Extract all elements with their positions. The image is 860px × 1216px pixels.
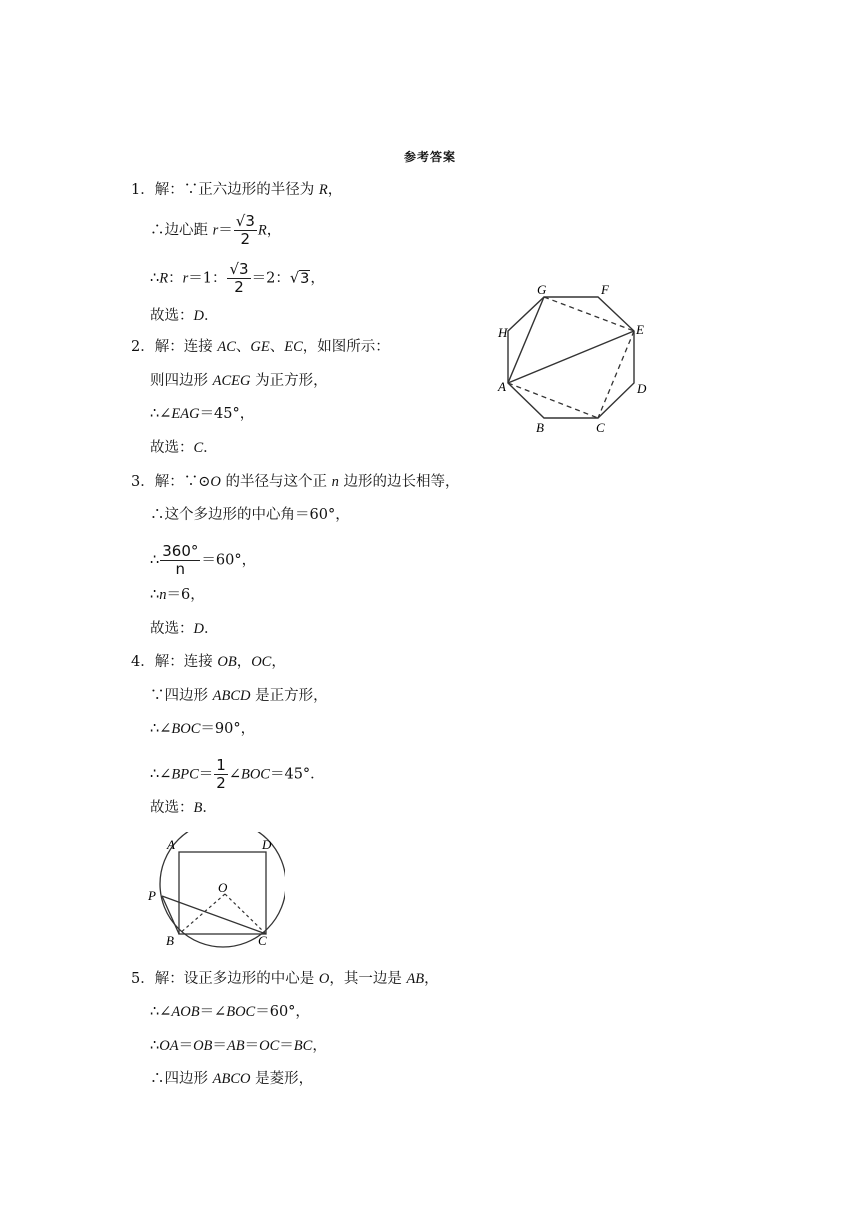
q3-line-1: 3．解：∵⊙O 的半径与这个正 n 边形的边长相等， (131, 474, 460, 490)
fraction: $\frac{1}{2}$ (216, 756, 226, 792)
q4-line-4: ∴∠BPC＝ $\frac{1}{2}$ ∠BOC＝45°． (150, 756, 325, 792)
segment-ac (508, 383, 598, 418)
label-o: O (218, 880, 228, 895)
label-c: C (258, 933, 267, 948)
q1-line-4: 故选：D． (150, 308, 219, 324)
q1-line-2: ∴边心距 r＝ $\frac{√3}{2}$ R， (150, 212, 282, 248)
q5-line-1: 5．解：设正多边形的中心是 O，其一边是 AB， (131, 971, 439, 987)
label-p: P (148, 888, 156, 903)
q2-line-1: 2．解：连接 AC、GE、EC，如图所示： (131, 339, 390, 355)
label-c: C (596, 420, 605, 435)
label-a: A (167, 837, 175, 852)
octagon-figure (490, 280, 660, 440)
label-e: E (636, 322, 644, 337)
q3-line-5: 故选：D． (150, 621, 219, 637)
q1-line-1: 1．解：∵正六边形的半径为 R， (131, 182, 343, 198)
label-b: B (166, 933, 174, 948)
q4-line-3: ∴∠BOC＝90°， (150, 721, 256, 737)
label-f: F (601, 282, 609, 297)
fraction: $\frac{360^\circ}{n}$ (162, 542, 199, 578)
label-g: G (537, 282, 547, 297)
fraction: $\frac{√3}{2}$ (229, 260, 249, 296)
q2-line-2: 则四边形 ACEG 为正方形， (150, 373, 328, 389)
q4-line-2: ∵四边形 ABCD 是正方形， (150, 688, 328, 704)
q2-line-3: ∴∠EAG＝45°， (150, 406, 255, 422)
q3-line-2: ∴这个多边形的中心角＝60°， (150, 507, 350, 523)
sqrt-expression: √3 (289, 270, 310, 287)
segment-oc (225, 894, 266, 934)
q4-line-5: 故选：B． (150, 800, 217, 816)
q3-line-3: ∴ $\frac{360^\circ}{n}$ ＝60°， (150, 542, 257, 578)
q2-line-4: 故选：C． (150, 440, 218, 456)
q5-line-2: ∴∠AOB＝∠BOC＝60°， (150, 1004, 310, 1020)
segment-ob (179, 894, 225, 934)
label-d: D (262, 837, 272, 852)
q1-line-3: ∴R：r＝1： $\frac{√3}{2}$ ＝2：√3， (150, 260, 325, 296)
label-b: B (536, 420, 544, 435)
q3-line-4: ∴n＝6， (150, 587, 205, 603)
page-title: 参考答案 (403, 150, 456, 164)
q5-line-4: ∴四边形 ABCO 是菱形， (150, 1071, 314, 1087)
fraction: $\frac{√3}{2}$ (235, 212, 255, 248)
label-a: A (498, 379, 506, 394)
q4-line-1: 4．解：连接 OB，OC， (131, 654, 286, 670)
segment-ge (544, 297, 634, 331)
label-h: H (498, 325, 508, 340)
circle-square-figure (145, 832, 285, 952)
label-d: D (637, 381, 647, 396)
q5-line-3: ∴OA＝OB＝AB＝OC＝BC， (150, 1038, 327, 1054)
